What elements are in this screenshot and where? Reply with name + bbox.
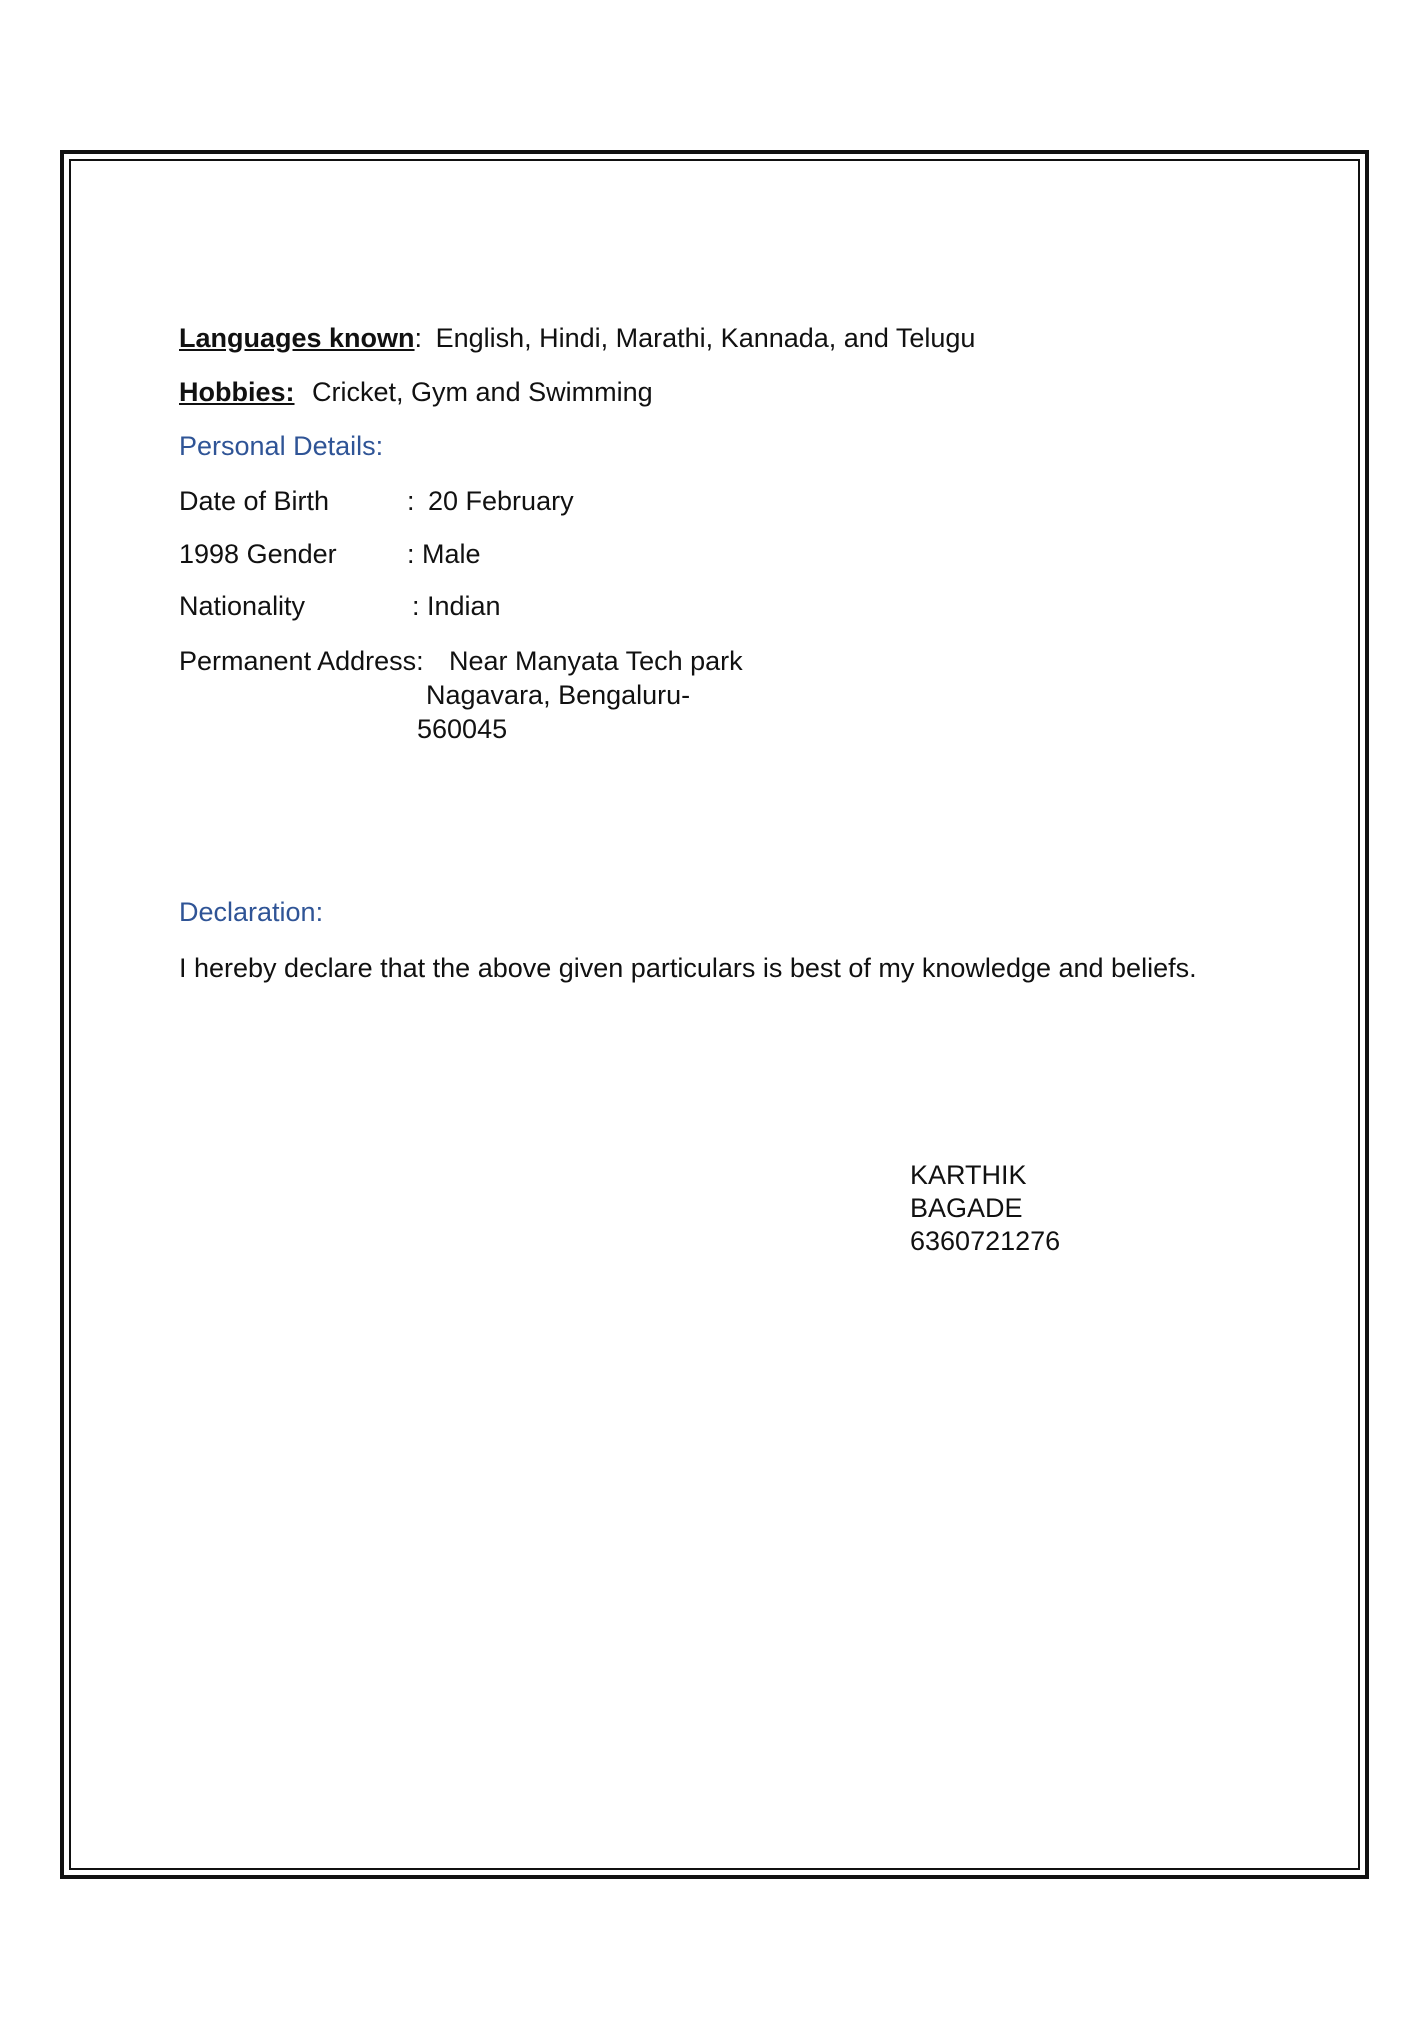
languages-row <box>179 321 975 355</box>
hobbies-row <box>179 375 653 409</box>
signature-last-name: BAGADE <box>910 1193 1023 1223</box>
address-line3: 560045 <box>417 714 508 744</box>
languages-label: Languages known <box>179 323 415 353</box>
gender-value: : Male <box>407 539 481 569</box>
dob-label: Date of Birth <box>179 486 330 516</box>
declaration-text: I hereby declare that the above given particulars is best of my knowledge and beliefs. <box>179 953 1197 983</box>
languages-separator: : <box>414 323 423 353</box>
signature-first-name: KARTHIK <box>910 1160 1027 1190</box>
dob-value: 20 February <box>428 486 574 516</box>
nationality-value: : Indian <box>412 591 501 621</box>
address-line1: Near Manyata Tech park <box>449 646 743 676</box>
gender-label: 1998 Gender <box>179 539 337 569</box>
declaration-heading: Declaration: <box>179 897 324 927</box>
address-label: Permanent Address: <box>179 646 424 676</box>
hobbies-label: Hobbies: <box>179 377 295 407</box>
hobbies-value: Cricket, Gym and Swimming <box>312 377 653 407</box>
signature-phone: 6360721276 <box>910 1226 1061 1256</box>
languages-value: English, Hindi, Marathi, Kannada, and Telugu <box>435 323 976 353</box>
nationality-label: Nationality <box>179 591 306 621</box>
page-border-inner <box>69 159 1360 1870</box>
dob-separator: : <box>407 486 415 516</box>
address-line2: Nagavara, Bengaluru- <box>426 680 691 710</box>
personal-details-heading: Personal Details: <box>179 431 384 461</box>
